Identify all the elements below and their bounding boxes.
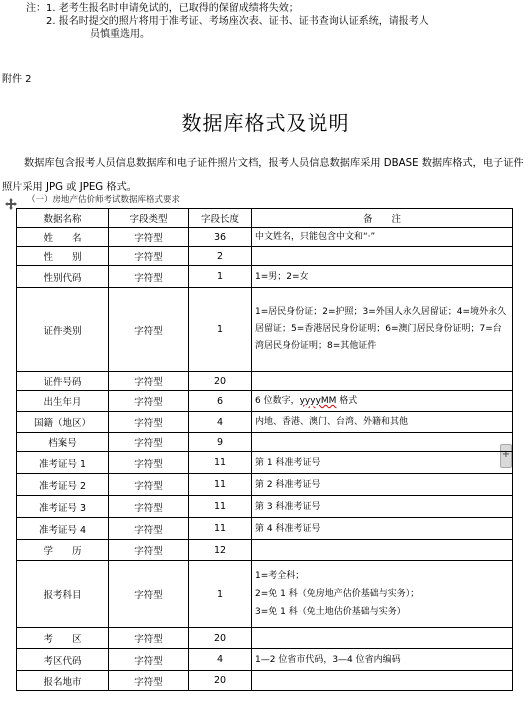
- note-text-2-line1: 2. 报名时提交的照片将用于准考证、考场座次表、证书、证书查询认证系统，请报考人: [46, 16, 429, 27]
- row-type: 字符型: [109, 412, 189, 433]
- database-format-table: [16, 208, 513, 691]
- subject-option-3: 3=免 1 科（免土地估价基础与实务）: [255, 607, 406, 617]
- row-note: 1—2 位省市代码，3—4 位省内编码: [252, 649, 513, 671]
- row-name: 证件号码: [17, 372, 109, 391]
- table-row: [17, 247, 513, 266]
- row-type: 字符型: [109, 288, 189, 372]
- table-row: [17, 518, 513, 540]
- document-title: 数据库格式及说明: [181, 111, 350, 136]
- row-note: 中文姓名，只能包含中文和“·”: [252, 228, 513, 247]
- row-length: 9: [189, 433, 252, 452]
- row-type: 字符型: [109, 391, 189, 412]
- row-type: 字符型: [109, 474, 189, 496]
- attachment-label: 附件 2: [2, 74, 32, 85]
- row-name: 考 区: [17, 628, 109, 649]
- row-length: 12: [189, 540, 252, 561]
- row-note: [252, 561, 513, 628]
- row-type: 字符型: [109, 496, 189, 518]
- description-paragraph: 数据库包含报考人员信息数据库和电子证件照片文档，报考人员信息数据库采用 DBASE 数据库格式，电子证件照片采用 JPG 或 JPEG 格式。: [2, 158, 524, 194]
- row-note: [252, 433, 513, 452]
- table-row: [17, 561, 513, 628]
- row-name: 档案号: [17, 433, 109, 452]
- table-caption: （一）房地产估价师考试数据库格式要求: [27, 195, 181, 205]
- row-type: 字符型: [109, 518, 189, 540]
- row-note: [252, 628, 513, 649]
- note-prefix: 注：: [26, 3, 46, 14]
- table-row: [17, 372, 513, 391]
- row-length: 2: [189, 247, 252, 266]
- header-field-type: 字段类型: [109, 209, 189, 228]
- row-type: 字符型: [109, 561, 189, 628]
- table-row: [17, 433, 513, 452]
- row-note: [252, 671, 513, 691]
- row-type: 字符型: [109, 628, 189, 649]
- table-row: [17, 540, 513, 561]
- row-type: 字符型: [109, 433, 189, 452]
- table-row: [17, 474, 513, 496]
- row-length: 1: [189, 266, 252, 288]
- header-remarks: 备 注: [252, 209, 513, 228]
- table-row: [17, 288, 513, 372]
- row-length: 1: [189, 288, 252, 372]
- subject-option-2: 2=免 1 科（免房地产估价基础与实务）；: [255, 589, 420, 599]
- row-length: 11: [189, 518, 252, 540]
- row-type: 字符型: [109, 228, 189, 247]
- row-type: 字符型: [109, 540, 189, 561]
- row-name: 出生年月: [17, 391, 109, 412]
- row-length: 4: [189, 649, 252, 671]
- table-row: [17, 628, 513, 649]
- row-name: 准考证号 2: [17, 474, 109, 496]
- table-row: [17, 412, 513, 433]
- table-row: [17, 266, 513, 288]
- row-type: 字符型: [109, 452, 189, 474]
- row-name: 证件类别: [17, 288, 109, 372]
- row-name: 报名地市: [17, 671, 109, 691]
- row-note: [252, 391, 513, 412]
- row-name: 报考科目: [17, 561, 109, 628]
- row-length: 20: [189, 671, 252, 691]
- table-row: [17, 391, 513, 412]
- row-note: 第 1 科准考证号: [252, 452, 513, 474]
- row-type: 字符型: [109, 247, 189, 266]
- row-note: [252, 372, 513, 391]
- row-type: 字符型: [109, 671, 189, 691]
- row-note: 1=居民身份证；2=护照；3=外国人永久居留证；4=境外永久居留证；5=香港居民身份证明；6=澳门居民身份证明；7=台湾居民身份证明；8=其他证件: [252, 288, 513, 372]
- note-item-1: [26, 2, 526, 15]
- subject-option-1: 1=考全科；: [255, 571, 305, 581]
- row-name: 性 别: [17, 247, 109, 266]
- row-name: 准考证号 1: [17, 452, 109, 474]
- row-length: 11: [189, 474, 252, 496]
- row-length: 6: [189, 391, 252, 412]
- plus-icon[interactable]: +: [500, 444, 512, 468]
- row-length: 11: [189, 496, 252, 518]
- row-length: 1: [189, 561, 252, 628]
- row-note: 第 2 科准考证号: [252, 474, 513, 496]
- row-name: 国籍（地区）: [17, 412, 109, 433]
- row-name: 学 历: [17, 540, 109, 561]
- header-field-length: 字段长度: [189, 209, 252, 228]
- row-name: 准考证号 4: [17, 518, 109, 540]
- row-name: 性别代码: [17, 266, 109, 288]
- notes-block: [26, 2, 526, 41]
- row-name: 考区代码: [17, 649, 109, 671]
- row-note: 第 4 科准考证号: [252, 518, 513, 540]
- row-note: 第 3 科准考证号: [252, 496, 513, 518]
- row-note: 1=男；2=女: [252, 266, 513, 288]
- table-header-row: [17, 209, 513, 228]
- row-name: 准考证号 3: [17, 496, 109, 518]
- row-name: 姓 名: [17, 228, 109, 247]
- note-text-2-line2: 员慎重选用。: [90, 29, 150, 40]
- row-type: 字符型: [109, 649, 189, 671]
- row-length: 11: [189, 452, 252, 474]
- row-note: 内地、香港、澳门、台湾、外籍和其他: [252, 412, 513, 433]
- birth-format-mark: yyyyMM: [299, 396, 337, 406]
- row-length: 36: [189, 228, 252, 247]
- table-row: [17, 228, 513, 247]
- row-length: 20: [189, 372, 252, 391]
- birth-format-prefix: 6 位数字，: [255, 396, 300, 406]
- note-text-1: 1. 老考生报名时申请免试的，已取得的保留成绩将失效；: [46, 3, 299, 14]
- row-note: [252, 247, 513, 266]
- row-length: 4: [189, 412, 252, 433]
- row-type: 字符型: [109, 266, 189, 288]
- table-row: [17, 649, 513, 671]
- birth-format-suffix: 格式: [336, 396, 358, 406]
- table-row: [17, 496, 513, 518]
- table-row: [17, 452, 513, 474]
- header-data-name: 数据名称: [17, 209, 109, 228]
- table-row: [17, 671, 513, 691]
- row-note: [252, 540, 513, 561]
- row-length: 20: [189, 628, 252, 649]
- row-type: 字符型: [109, 372, 189, 391]
